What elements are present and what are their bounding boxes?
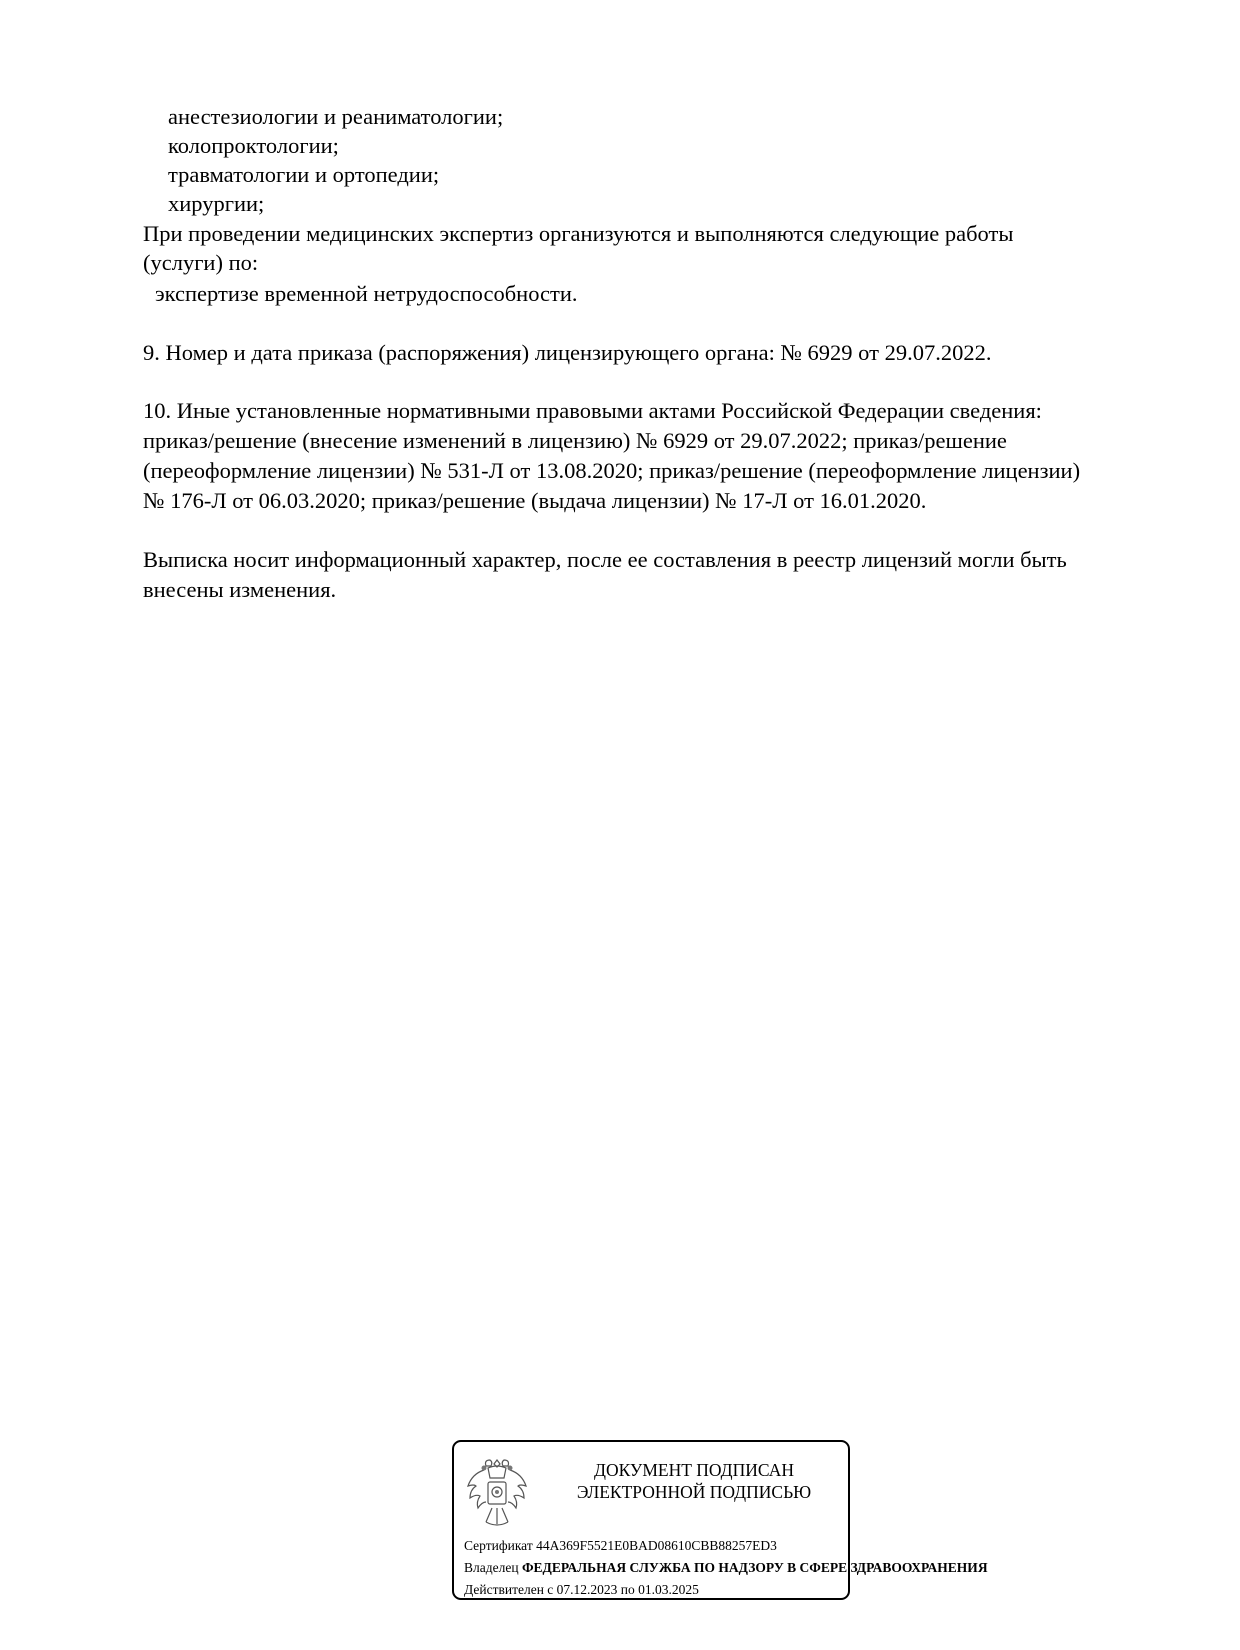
list-item-traumatology: травматологии и ортопедии; — [168, 162, 440, 187]
owner-row — [464, 1559, 988, 1576]
list-item-surgery: хирургии; — [168, 191, 265, 216]
section-10-line1: 10. Иные установленные нормативными правовыми актами Российской Федерации сведения: — [143, 398, 1042, 423]
validity-row: Действителен с 07.12.2023 по 01.03.2025 — [464, 1582, 699, 1597]
owner-label: Владелец — [464, 1560, 519, 1575]
certificate-row — [464, 1537, 777, 1554]
owner-value: ФЕДЕРАЛЬНАЯ СЛУЖБА ПО НАДЗОРУ В СФЕРЕ ЗДРАВООХРАНЕНИЯ — [521, 1560, 988, 1575]
paragraph-expertise-line2: (услуги) по: — [143, 250, 259, 275]
paragraph-expertise-line1: При проведении медицинских экспертиз организуются и выполняются следующие работы — [143, 221, 1014, 246]
section-10-line2: приказ/решение (внесение изменений в лицензию) № 6929 от 29.07.2022; приказ/решение — [143, 428, 1007, 453]
stamp-title-line1: ДОКУМЕНТ ПОДПИСАН — [594, 1460, 794, 1480]
russian-coat-of-arms-icon — [464, 1454, 530, 1534]
disclaimer-line2: внесены изменения. — [143, 577, 337, 602]
disclaimer-line1: Выписка носит информационный характер, после ее составления в реестр лицензий могли быть — [143, 547, 1067, 572]
section-10-line4: № 176-Л от 06.03.2020; приказ/решение (выдача лицензии) № 17-Л от 16.01.2020. — [143, 488, 927, 513]
list-item-temporary-disability: экспертизе временной нетрудоспособности. — [155, 281, 578, 306]
section-9-order: 9. Номер и дата приказа (распоряжения) лицензирующего органа: № 6929 от 29.07.2022. — [143, 340, 992, 365]
list-item-anesthesiology: анестезиологии и реаниматологии; — [168, 104, 504, 129]
section-10-line3: (переоформление лицензии) № 531-Л от 13.08.2020; приказ/решение (переоформление лицензии) — [143, 458, 1081, 483]
electronic-signature-stamp — [452, 1440, 988, 1600]
list-item-coloproctology: колопроктологии; — [168, 133, 339, 158]
stamp-title — [544, 1459, 844, 1503]
certificate-value: 44A369F5521E0BAD08610CBB88257ED3 — [536, 1538, 777, 1553]
stamp-title-line2: ЭЛЕКТРОННОЙ ПОДПИСЬЮ — [576, 1482, 812, 1502]
certificate-label: Сертификат — [464, 1538, 533, 1553]
